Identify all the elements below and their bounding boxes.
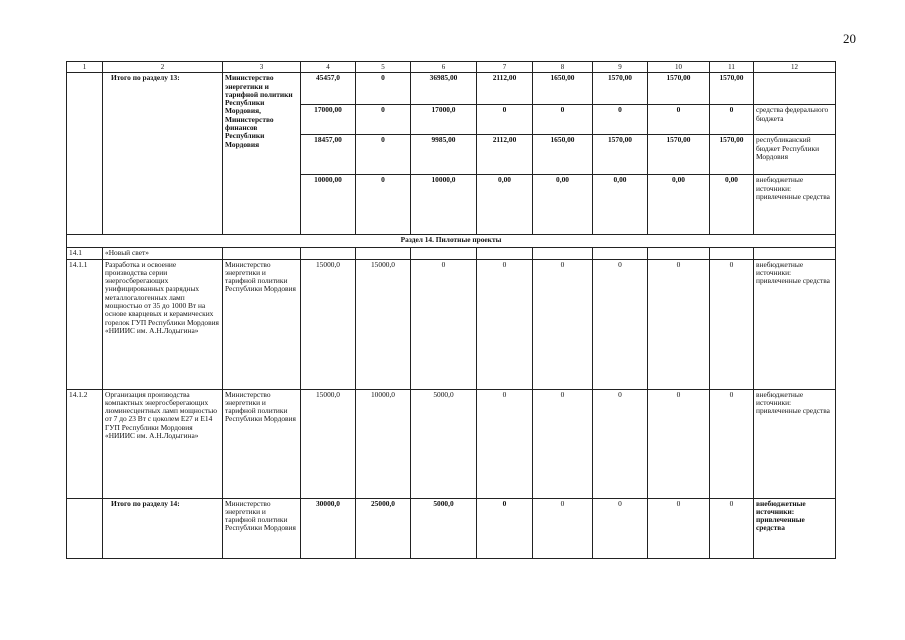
source-cell: внебюджетные источники: привлеченные средства [754, 259, 836, 389]
total14-label: Итого по разделу 14: [103, 498, 223, 558]
empty-cell [301, 248, 356, 259]
column-number: 7 [477, 62, 533, 73]
source-cell: средства федерального бюджета [754, 105, 836, 135]
total14-responsible: Министерство энергетики и тарифной политики Республики Мордовия [223, 498, 301, 558]
item-name: Организация производства компактных энергосберегающих люминесцентных ламп мощностью от 7 до 23 Вт с цоколем Е27 и Е14 ГУП Республики Мордовия «НИИИС им. А.Н.Лодыгина» [103, 389, 223, 498]
value-cell: 1570,00 [710, 135, 754, 175]
program-table [66, 61, 836, 559]
value-cell: 0 [356, 105, 411, 135]
source-cell: республиканский бюджет Республики Мордовия [754, 135, 836, 175]
page-number: 20 [843, 31, 856, 46]
value-cell: 0 [648, 259, 710, 389]
value-cell: 25000,0 [356, 498, 411, 558]
section-14-row [67, 235, 836, 248]
value-cell: 0 [710, 389, 754, 498]
item-14-1-row [67, 248, 836, 259]
value-cell: 45457,0 [301, 73, 356, 105]
item-14-1-1-row [67, 259, 836, 389]
value-cell: 0 [593, 498, 648, 558]
value-cell: 0 [411, 259, 477, 389]
value-cell: 10000,00 [301, 175, 356, 235]
column-number: 2 [103, 62, 223, 73]
item-responsible: Министерство энергетики и тарифной политики Республики Мордовия [223, 259, 301, 389]
value-cell: 0 [648, 105, 710, 135]
column-number: 4 [301, 62, 356, 73]
source-cell [754, 73, 836, 105]
value-cell: 0,00 [648, 175, 710, 235]
value-cell: 0 [648, 389, 710, 498]
value-cell: 1570,00 [648, 73, 710, 105]
item-name: «Новый свет» [103, 248, 223, 259]
column-number: 5 [356, 62, 411, 73]
column-number: 3 [223, 62, 301, 73]
value-cell: 2112,00 [477, 73, 533, 105]
value-cell: 36985,00 [411, 73, 477, 105]
item-name: Разработка и освоение производства серии энергосберегающих унифицированных разрядных металлогалогенных ламп мощностью от 35 до 1000 Вт на основе кварцевых и керамических горелок ГУП Республики Мордовия «НИИИС им. А.Н.Лодыгина» [103, 259, 223, 389]
column-number-row [67, 62, 836, 73]
value-cell: 0 [533, 498, 593, 558]
value-cell: 0 [477, 259, 533, 389]
empty-cell [411, 248, 477, 259]
value-cell: 0 [533, 389, 593, 498]
empty-cell [223, 248, 301, 259]
value-cell: 5000,0 [411, 389, 477, 498]
total13-responsible: Министерство энергетики и тарифной политики Республики Мордовия, Министерство финансов Республики Мордовия [223, 73, 301, 235]
value-cell: 0,00 [710, 175, 754, 235]
value-cell: 9985,00 [411, 135, 477, 175]
value-cell: 1650,00 [533, 73, 593, 105]
value-cell: 0 [477, 389, 533, 498]
value-cell: 0 [593, 105, 648, 135]
value-cell: 0 [710, 105, 754, 135]
value-cell: 17000,00 [301, 105, 356, 135]
value-cell: 0 [710, 498, 754, 558]
value-cell: 15000,0 [301, 259, 356, 389]
empty-cell [754, 248, 836, 259]
value-cell: 30000,0 [301, 498, 356, 558]
column-number: 8 [533, 62, 593, 73]
value-cell: 0,00 [477, 175, 533, 235]
value-cell: 0 [593, 389, 648, 498]
empty-cell [533, 248, 593, 259]
value-cell: 1570,00 [593, 73, 648, 105]
value-cell: 1570,00 [648, 135, 710, 175]
empty-cell [356, 248, 411, 259]
value-cell: 0 [533, 259, 593, 389]
value-cell: 0 [593, 259, 648, 389]
column-number: 6 [411, 62, 477, 73]
empty-cell [477, 248, 533, 259]
value-cell: 18457,00 [301, 135, 356, 175]
value-cell: 0 [533, 105, 593, 135]
column-number: 11 [710, 62, 754, 73]
value-cell: 0 [648, 498, 710, 558]
source-cell: внебюджетные источники: привлеченные средства [754, 389, 836, 498]
value-cell: 15000,0 [301, 389, 356, 498]
item-number: 14.1.2 [67, 389, 103, 498]
value-cell: 2112,00 [477, 135, 533, 175]
total13-label: Итого по разделу 13: [103, 73, 223, 235]
value-cell: 10000,0 [411, 175, 477, 235]
source-cell: внебюджетные источники: привлеченные средства [754, 175, 836, 235]
source-cell: внебюджетные источники: привлеченные средства [754, 498, 836, 558]
column-number: 12 [754, 62, 836, 73]
total14-row [67, 498, 836, 558]
value-cell: 1570,00 [593, 135, 648, 175]
value-cell: 0 [477, 498, 533, 558]
value-cell: 17000,0 [411, 105, 477, 135]
column-number: 9 [593, 62, 648, 73]
section-title: Раздел 14. Пилотные проекты [67, 235, 836, 248]
value-cell: 0,00 [533, 175, 593, 235]
empty-cell [710, 248, 754, 259]
item-number: 14.1.1 [67, 259, 103, 389]
value-cell: 15000,0 [356, 259, 411, 389]
item-number: 14.1 [67, 248, 103, 259]
value-cell: 0 [356, 73, 411, 105]
value-cell: 1650,00 [533, 135, 593, 175]
empty-cell [648, 248, 710, 259]
item-14-1-2-row [67, 389, 836, 498]
value-cell: 0 [356, 175, 411, 235]
item-responsible: Министерство энергетики и тарифной политики Республики Мордовия [223, 389, 301, 498]
empty-cell [67, 498, 103, 558]
column-number: 10 [648, 62, 710, 73]
value-cell: 5000,0 [411, 498, 477, 558]
total13-row-all [67, 73, 836, 105]
empty-cell [593, 248, 648, 259]
value-cell: 0 [710, 259, 754, 389]
value-cell: 1570,00 [710, 73, 754, 105]
value-cell: 0 [477, 105, 533, 135]
empty-cell [67, 73, 103, 235]
value-cell: 10000,0 [356, 389, 411, 498]
column-number: 1 [67, 62, 103, 73]
value-cell: 0,00 [593, 175, 648, 235]
value-cell: 0 [356, 135, 411, 175]
